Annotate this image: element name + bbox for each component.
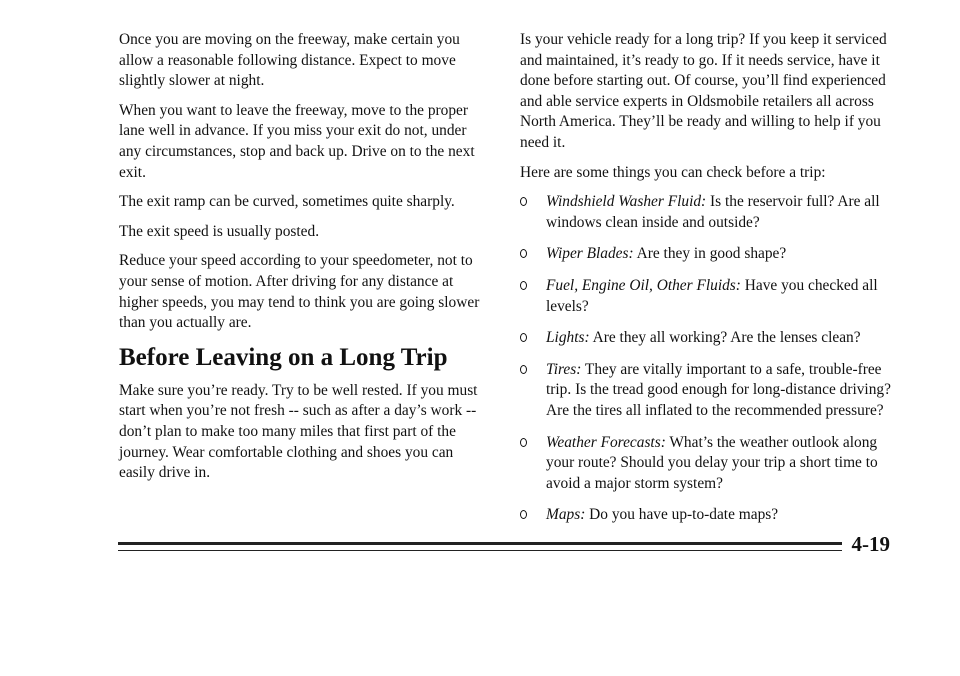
bullet-icon [520, 438, 527, 447]
checklist-item-tires [520, 360, 892, 422]
checklist-text: They are vitally important to a safe, trouble-free trip. Is the tread good enough for long-distance driving? Are the tires all inflated to the recommended pressure? [546, 360, 891, 419]
bullet-icon [520, 365, 527, 374]
checklist-term: Maps: [546, 506, 586, 524]
checklist-text: Is the reservoir full? Are all windows clean inside and outside? [546, 193, 880, 231]
bullet-icon [520, 510, 527, 519]
checklist-term: Lights: [546, 329, 590, 347]
paragraph-be-ready: Make sure you’re ready. Try to be well rested. If you must start when you’re not fresh -- such as after a day’s work -- don’t plan to make too many miles that first part of the journey. Wear comfortable clothing and shoes you can easily drive in. [119, 381, 478, 482]
checklist-item-lights [520, 328, 892, 349]
checklist-text: What’s the weather outlook along your route? Should you delay your trip a short time to avoid a major storm system? [546, 433, 878, 492]
checklist-term: Fuel, Engine Oil, Other Fluids: [546, 276, 741, 294]
checklist-item-weather [520, 433, 892, 495]
paragraph-exit-ramp: The exit ramp can be curved, sometimes quite sharply. [119, 193, 455, 211]
checklist-text: Have you checked all levels? [546, 276, 878, 315]
page-number: 4-19 [851, 532, 890, 556]
checklist-item-washer-fluid [520, 192, 892, 233]
bullet-icon [520, 197, 527, 206]
checklist-term: Windshield Washer Fluid: [546, 193, 707, 211]
checklist-item-fluids [520, 276, 892, 317]
footer-rule-thin [118, 550, 842, 551]
checklist-term: Wiper Blades: [546, 245, 634, 263]
bullet-icon [520, 281, 527, 290]
checklist-item-wiper-blades [520, 244, 892, 265]
checklist-intro: Here are some things you can check before a trip: [520, 163, 826, 181]
trip-checklist [520, 192, 892, 526]
checklist-term: Tires: [546, 360, 582, 378]
left-column [119, 30, 491, 493]
paragraph-exit-speed: The exit speed is usually posted. [119, 222, 320, 240]
paragraph-leaving-freeway: When you want to leave the freeway, move to the proper lane well in advance. If you miss your exit do not, under any circumstances, stop and back up. Drive on to the next exit. [119, 101, 475, 181]
paragraph-vehicle-ready: Is your vehicle ready for a long trip? If you keep it serviced and maintained, it’s ready to go. If it needs service, have it done before starting out. Of course, you’ll find experienced and able service experts in Oldsmobile retailers all across North America. They’ll be ready and willing to help if you need it. [520, 31, 887, 151]
section-heading: Before Leaving on a Long Trip [119, 343, 448, 371]
bullet-icon [520, 249, 527, 258]
paragraph-reduce-speed: Reduce your speed according to your speedometer, not to your sense of motion. After driving for any distance at higher speeds, you may tend to think you are going slower than you actually are. [119, 252, 480, 332]
bullet-icon [520, 333, 527, 342]
footer-rule-thick [118, 542, 842, 545]
right-column [520, 30, 892, 537]
checklist-item-maps [520, 505, 892, 526]
checklist-text: Are they in good shape? [633, 245, 787, 263]
checklist-text: Are they all working? Are the lenses clean? [589, 329, 861, 347]
checklist-text: Do you have up-to-date maps? [585, 506, 779, 524]
checklist-term: Weather Forecasts: [546, 433, 666, 451]
paragraph-following-distance: Once you are moving on the freeway, make certain you allow a reasonable following distance. Expect to move slightly slower at night. [119, 31, 460, 90]
